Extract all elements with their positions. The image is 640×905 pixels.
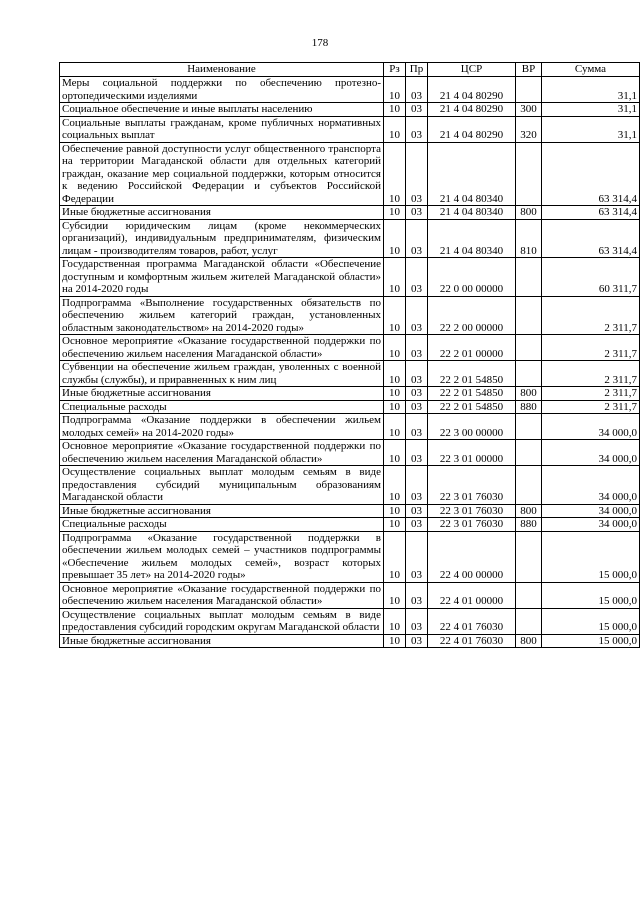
cell-name: Социальные выплаты гражданам, кроме публичных нормативных социальных выплат xyxy=(60,116,384,142)
cell-pr: 03 xyxy=(406,400,428,414)
cell-sum: 63 314,4 xyxy=(542,219,640,258)
cell-rz: 10 xyxy=(384,258,406,297)
cell-csr: 22 0 00 00000 xyxy=(428,258,516,297)
table-row xyxy=(60,142,640,206)
cell-sum: 31,1 xyxy=(542,116,640,142)
cell-rz: 10 xyxy=(384,634,406,648)
cell-sum: 2 311,7 xyxy=(542,361,640,387)
page-number: 178 xyxy=(311,37,329,49)
table-row xyxy=(60,387,640,401)
cell-name: Меры социальной поддержки по обеспечению протезно-ортопедическими изделиями xyxy=(60,77,384,103)
cell-vr xyxy=(516,466,542,505)
cell-pr: 03 xyxy=(406,634,428,648)
cell-sum: 60 311,7 xyxy=(542,258,640,297)
cell-rz: 10 xyxy=(384,400,406,414)
cell-sum: 15 000,0 xyxy=(542,608,640,634)
cell-sum: 34 000,0 xyxy=(542,518,640,532)
cell-vr xyxy=(516,258,542,297)
cell-pr: 03 xyxy=(406,531,428,582)
cell-pr: 03 xyxy=(406,258,428,297)
cell-csr: 22 2 01 54850 xyxy=(428,361,516,387)
table-row xyxy=(60,296,640,335)
cell-vr xyxy=(516,296,542,335)
cell-sum: 15 000,0 xyxy=(542,531,640,582)
budget-table xyxy=(59,62,640,648)
cell-name: Иные бюджетные ассигнования xyxy=(60,504,384,518)
cell-vr: 800 xyxy=(516,206,542,220)
cell-name: Основное мероприятие «Оказание государственной поддержки по обеспечению жильем населения Магаданской области» xyxy=(60,440,384,466)
cell-csr: 21 4 04 80290 xyxy=(428,116,516,142)
cell-csr: 22 4 01 76030 xyxy=(428,634,516,648)
cell-csr: 22 3 01 76030 xyxy=(428,504,516,518)
cell-name: Подпрограмма «Оказание государственной поддержки в обеспечении жильем молодых семей – участников подпрограммы «Обеспечение жильем молодых семей», возраст которых превышает 35 лет» на 2014-2020 годы» xyxy=(60,531,384,582)
table-row xyxy=(60,400,640,414)
cell-name: Подпрограмма «Выполнение государственных обязательств по обеспечению жильем категорий граждан, установленных областным законодательством» на 2014-2020 годы» xyxy=(60,296,384,335)
table-row xyxy=(60,258,640,297)
cell-name: Специальные расходы xyxy=(60,400,384,414)
cell-sum: 34 000,0 xyxy=(542,440,640,466)
cell-vr xyxy=(516,77,542,103)
cell-sum: 63 314,4 xyxy=(542,206,640,220)
cell-vr xyxy=(516,414,542,440)
table-row xyxy=(60,103,640,117)
table-row xyxy=(60,361,640,387)
cell-vr: 880 xyxy=(516,400,542,414)
table-header xyxy=(60,63,640,77)
cell-csr: 22 2 01 54850 xyxy=(428,387,516,401)
cell-pr: 03 xyxy=(406,206,428,220)
cell-pr: 03 xyxy=(406,296,428,335)
cell-csr: 21 4 04 80290 xyxy=(428,77,516,103)
cell-sum: 31,1 xyxy=(542,103,640,117)
table-row xyxy=(60,414,640,440)
header-name: Наименование xyxy=(60,63,384,77)
cell-name: Основное мероприятие «Оказание государственной поддержки по обеспечению жильем населения Магаданской области» xyxy=(60,582,384,608)
header-pr: Пр xyxy=(406,63,428,77)
cell-name: Осуществление социальных выплат молодым семьям в виде предоставления субсидий городским округам Магаданской области xyxy=(60,608,384,634)
table-row xyxy=(60,466,640,505)
cell-pr: 03 xyxy=(406,77,428,103)
cell-vr xyxy=(516,142,542,206)
cell-sum: 15 000,0 xyxy=(542,582,640,608)
cell-csr: 22 3 01 76030 xyxy=(428,466,516,505)
cell-csr: 22 3 00 00000 xyxy=(428,414,516,440)
cell-sum: 2 311,7 xyxy=(542,296,640,335)
cell-vr xyxy=(516,440,542,466)
cell-pr: 03 xyxy=(406,387,428,401)
cell-csr: 22 4 01 00000 xyxy=(428,582,516,608)
cell-vr: 880 xyxy=(516,518,542,532)
cell-name: Субсидии юридическим лицам (кроме некоммерческих организаций), индивидуальным предпринимателям, физическим лицам - производителям товаров, работ, услуг xyxy=(60,219,384,258)
cell-csr: 22 2 01 54850 xyxy=(428,400,516,414)
cell-rz: 10 xyxy=(384,206,406,220)
cell-rz: 10 xyxy=(384,142,406,206)
table-row xyxy=(60,634,640,648)
cell-csr: 21 4 04 80290 xyxy=(428,103,516,117)
cell-csr: 22 2 01 00000 xyxy=(428,335,516,361)
cell-sum: 34 000,0 xyxy=(542,414,640,440)
cell-name: Осуществление социальных выплат молодым семьям в виде предоставления субсидий муниципальным образованиям Магаданской области xyxy=(60,466,384,505)
cell-vr xyxy=(516,608,542,634)
cell-rz: 10 xyxy=(384,466,406,505)
cell-rz: 10 xyxy=(384,414,406,440)
table-row xyxy=(60,77,640,103)
cell-vr xyxy=(516,582,542,608)
cell-pr: 03 xyxy=(406,440,428,466)
header-sum: Сумма xyxy=(542,63,640,77)
table-row xyxy=(60,335,640,361)
cell-rz: 10 xyxy=(384,531,406,582)
cell-name: Специальные расходы xyxy=(60,518,384,532)
cell-pr: 03 xyxy=(406,142,428,206)
cell-sum: 2 311,7 xyxy=(542,400,640,414)
cell-vr: 800 xyxy=(516,634,542,648)
cell-sum: 2 311,7 xyxy=(542,387,640,401)
cell-sum: 34 000,0 xyxy=(542,504,640,518)
cell-name: Иные бюджетные ассигнования xyxy=(60,206,384,220)
table-row xyxy=(60,440,640,466)
cell-rz: 10 xyxy=(384,440,406,466)
cell-name: Подпрограмма «Оказание поддержки в обеспечении жильем молодых семей» на 2014-2020 годы» xyxy=(60,414,384,440)
table-body xyxy=(60,77,640,648)
cell-vr xyxy=(516,335,542,361)
header-row xyxy=(60,63,640,77)
table-row xyxy=(60,206,640,220)
header-rz: Рз xyxy=(384,63,406,77)
cell-rz: 10 xyxy=(384,361,406,387)
cell-rz: 10 xyxy=(384,103,406,117)
cell-csr: 22 3 01 00000 xyxy=(428,440,516,466)
cell-pr: 03 xyxy=(406,335,428,361)
table-row xyxy=(60,219,640,258)
cell-pr: 03 xyxy=(406,103,428,117)
cell-sum: 34 000,0 xyxy=(542,466,640,505)
cell-csr: 22 4 00 00000 xyxy=(428,531,516,582)
cell-sum: 15 000,0 xyxy=(542,634,640,648)
table-row xyxy=(60,531,640,582)
table-row xyxy=(60,518,640,532)
cell-sum: 2 311,7 xyxy=(542,335,640,361)
cell-csr: 21 4 04 80340 xyxy=(428,219,516,258)
cell-pr: 03 xyxy=(406,518,428,532)
cell-sum: 63 314,4 xyxy=(542,142,640,206)
table-row xyxy=(60,116,640,142)
cell-name: Социальное обеспечение и иные выплаты населению xyxy=(60,103,384,117)
cell-name: Иные бюджетные ассигнования xyxy=(60,387,384,401)
cell-rz: 10 xyxy=(384,518,406,532)
cell-name: Обеспечение равной доступности услуг общественного транспорта на территории Магаданской области для отдельных категорий граждан, оказание мер социальной поддержки, которым относится к ведению Российской Федерации и субъектов Российской Федерации xyxy=(60,142,384,206)
cell-rz: 10 xyxy=(384,116,406,142)
cell-pr: 03 xyxy=(406,116,428,142)
cell-rz: 10 xyxy=(384,504,406,518)
cell-rz: 10 xyxy=(384,77,406,103)
cell-vr: 320 xyxy=(516,116,542,142)
header-vr: ВР xyxy=(516,63,542,77)
cell-rz: 10 xyxy=(384,296,406,335)
cell-pr: 03 xyxy=(406,219,428,258)
cell-pr: 03 xyxy=(406,361,428,387)
table-row xyxy=(60,504,640,518)
cell-name: Основное мероприятие «Оказание государственной поддержки по обеспечению жильем населения Магаданской области» xyxy=(60,335,384,361)
cell-csr: 22 3 01 76030 xyxy=(428,518,516,532)
cell-vr: 810 xyxy=(516,219,542,258)
cell-csr: 21 4 04 80340 xyxy=(428,142,516,206)
cell-rz: 10 xyxy=(384,219,406,258)
cell-vr xyxy=(516,531,542,582)
cell-rz: 10 xyxy=(384,608,406,634)
cell-rz: 10 xyxy=(384,387,406,401)
cell-pr: 03 xyxy=(406,466,428,505)
cell-rz: 10 xyxy=(384,335,406,361)
cell-name: Государственная программа Магаданской области «Обеспечение доступным и комфортным жильем жителей Магаданской области» на 2014-2020 годы xyxy=(60,258,384,297)
cell-name: Иные бюджетные ассигнования xyxy=(60,634,384,648)
table-row xyxy=(60,582,640,608)
cell-rz: 10 xyxy=(384,582,406,608)
cell-pr: 03 xyxy=(406,608,428,634)
cell-vr: 800 xyxy=(516,504,542,518)
cell-csr: 21 4 04 80340 xyxy=(428,206,516,220)
table-row xyxy=(60,608,640,634)
cell-vr: 300 xyxy=(516,103,542,117)
header-csr: ЦСР xyxy=(428,63,516,77)
cell-pr: 03 xyxy=(406,582,428,608)
cell-csr: 22 2 00 00000 xyxy=(428,296,516,335)
cell-vr: 800 xyxy=(516,387,542,401)
cell-vr xyxy=(516,361,542,387)
cell-sum: 31,1 xyxy=(542,77,640,103)
cell-pr: 03 xyxy=(406,504,428,518)
cell-csr: 22 4 01 76030 xyxy=(428,608,516,634)
cell-pr: 03 xyxy=(406,414,428,440)
cell-name: Субвенции на обеспечение жильем граждан, уволенных с военной службы (службы), и приравненных к ним лиц xyxy=(60,361,384,387)
